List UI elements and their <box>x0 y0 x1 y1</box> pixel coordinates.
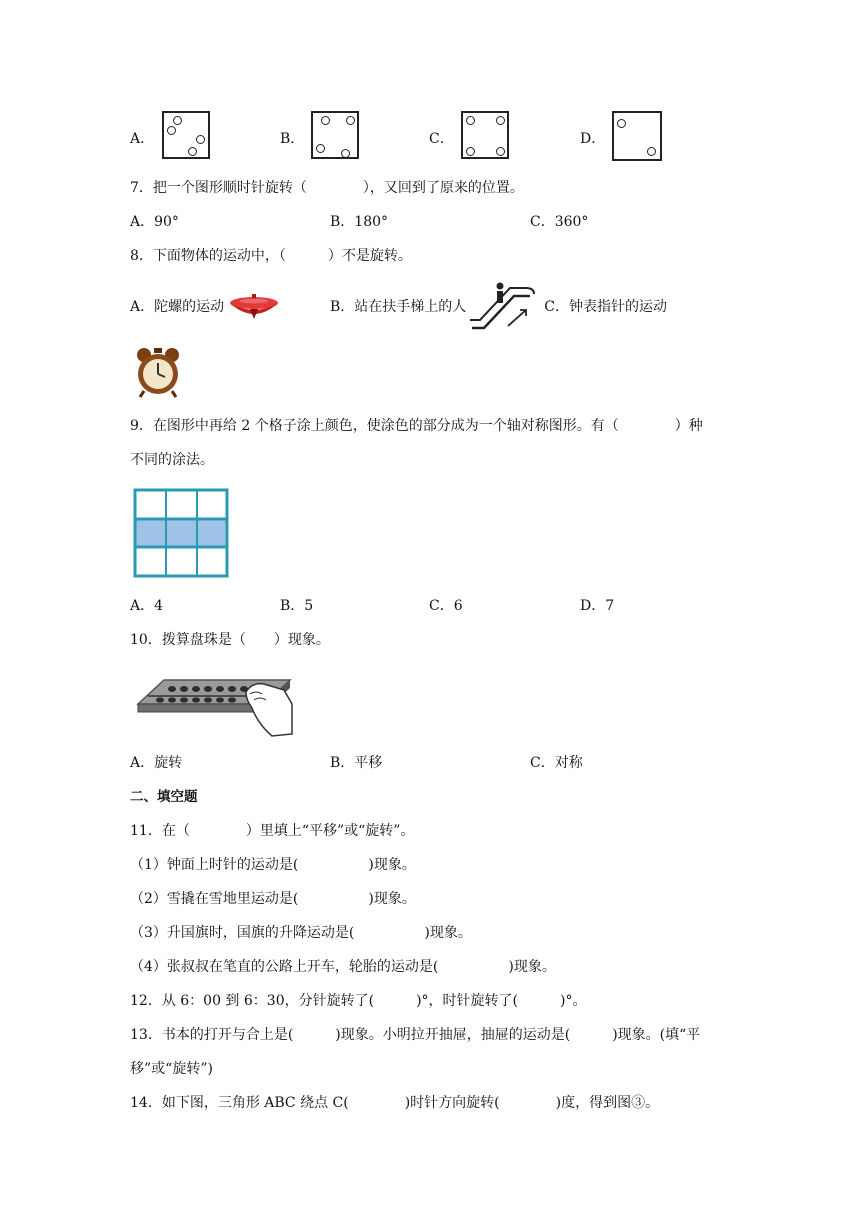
q13-line1: 13．书本的打开与合上是( )现象。小明拉开抽屉，抽屉的运动是( )现象。(填“平 <box>130 1027 701 1043</box>
escalator-person-icon <box>468 282 540 332</box>
q8-option-a-label: A．陀螺的运动 <box>130 299 225 315</box>
q10-option-b: B．平移 <box>330 755 383 771</box>
q8-option-c-label: C．钟表指针的运动 <box>544 299 668 315</box>
q11-item-1: （1）钟面上时针的运动是( )现象。 <box>130 857 416 873</box>
dot <box>321 116 330 125</box>
q8-option-b <box>330 282 667 332</box>
q11-item-4: （4）张叔叔在笔直的公路上开车，轮胎的运动是( )现象。 <box>130 959 556 975</box>
q8-stem: 8．下面物体的运动中，（ ）不是旋转。 <box>130 248 412 264</box>
q7-option-a: A．90° <box>130 214 179 230</box>
dot <box>346 116 355 125</box>
q9-option-b: B．5 <box>280 598 314 614</box>
q7-stem: 7．把一个图形顺时针旋转（ ），又回到了原来的位置。 <box>130 180 524 196</box>
q9-option-c: C．6 <box>429 598 463 614</box>
q6-option-a-figure <box>162 111 210 159</box>
q6-option-b-label: B． <box>280 131 305 147</box>
q6-option-c-label: C． <box>429 131 454 147</box>
section-title: 二、填空题 <box>130 789 198 805</box>
alarm-clock-icon <box>134 347 182 399</box>
dot <box>167 126 176 135</box>
q11-stem: 11．在（ ）里填上“平移”或“旋转”。 <box>130 823 415 839</box>
q11-item-3: （3）升国旗时，国旗的升降运动是( )现象。 <box>130 925 472 941</box>
q9-option-d: D．7 <box>580 598 615 614</box>
q9-stem-line1: 9．在图形中再给 2 个格子涂上颜色，使涂色的部分成为一个轴对称图形。有（ ）种 <box>130 418 703 434</box>
q6-option-d-label: D． <box>580 131 606 147</box>
q6-option-b-figure <box>311 111 359 159</box>
q14-stem: 14．如下图，三角形 ABC 绕点 C( )时针方向旋转( )度，得到图③。 <box>130 1095 660 1111</box>
q9-grid-figure <box>133 488 229 578</box>
dot <box>617 119 626 128</box>
q9-stem-line2: 不同的涂法。 <box>130 452 214 468</box>
dot <box>647 147 656 156</box>
q7-option-c: C．360° <box>530 214 589 230</box>
dot <box>496 116 505 125</box>
q6-option-a-label: A． <box>130 131 155 147</box>
dot <box>466 116 475 125</box>
q7-option-b: B．180° <box>330 214 389 230</box>
dot <box>173 116 182 125</box>
q13-line2: 移”或“旋转”) <box>130 1061 213 1077</box>
dot <box>196 135 205 144</box>
dot <box>188 147 197 156</box>
dot <box>341 149 350 158</box>
q8-option-b-label: B．站在扶手梯上的人 <box>330 299 467 315</box>
spinning-top-icon <box>228 294 280 320</box>
q9-option-a: A．4 <box>130 598 164 614</box>
q12-stem: 12．从 6：00 到 6：30，分针旋转了( )°，时针旋转了( )°。 <box>130 993 587 1009</box>
dot <box>316 144 325 153</box>
q6-option-d-figure <box>612 111 662 161</box>
dot <box>496 147 505 156</box>
dot <box>466 147 475 156</box>
q10-option-a: A．旋转 <box>130 755 183 771</box>
q11-item-2: （2）雪撬在雪地里运动是( )现象。 <box>130 891 416 907</box>
q6-option-c-figure <box>461 111 509 159</box>
abacus-hand-icon <box>134 664 294 740</box>
q10-option-c: C．对称 <box>530 755 583 771</box>
q10-stem: 10．拨算盘珠是（ ）现象。 <box>130 632 330 648</box>
q8-option-a <box>130 294 280 320</box>
